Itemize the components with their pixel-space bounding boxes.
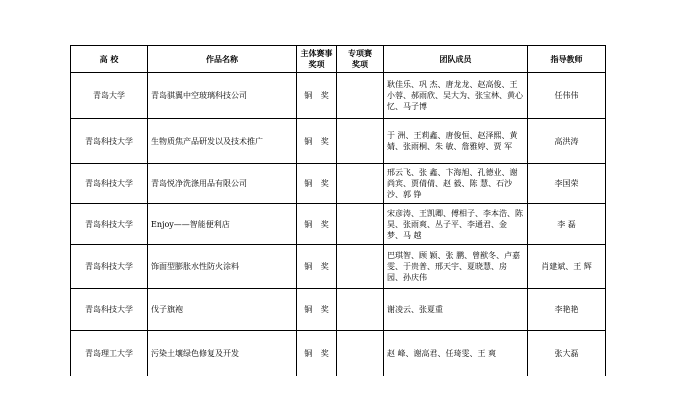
- table-row: [71, 119, 606, 164]
- cell-advisor: 高洪涛: [528, 119, 606, 164]
- cell-special-award: [337, 119, 384, 164]
- header-college: 高 校: [71, 46, 148, 73]
- cell-members: 谢凌云、张夏重: [384, 289, 528, 331]
- cell-special-award: [337, 245, 384, 289]
- cell-special-award: [337, 73, 384, 119]
- cell-members: 巴琪智、顾 颖、张 鹏、曾猷冬、卢嘉雯、于贵普、邢天宇、夏晓慧、房 园、孙庆伟: [384, 245, 528, 289]
- table-header-row: [71, 46, 606, 73]
- cell-college: 青岛理工大学: [71, 331, 148, 376]
- award-table: [70, 45, 606, 376]
- cell-main-award: 铜 奖: [297, 164, 337, 204]
- cell-advisor: 李国荣: [528, 164, 606, 204]
- cell-work: 青岛骐翼中空玻璃科技公司: [148, 73, 297, 119]
- cell-work: 饰面型膨胀水性防火涂料: [148, 245, 297, 289]
- cell-college: 青岛科技大学: [71, 204, 148, 245]
- cell-college: 青岛大学: [71, 73, 148, 119]
- cell-advisor: 李 磊: [528, 204, 606, 245]
- table-row: [71, 331, 606, 376]
- cell-work: Enjoy——智能便利店: [148, 204, 297, 245]
- cell-main-award: 铜 奖: [297, 119, 337, 164]
- header-main-award-line1: 主体赛事: [300, 48, 333, 58]
- header-members: 团队成员: [384, 46, 528, 73]
- cell-main-award: 铜 奖: [297, 245, 337, 289]
- cell-special-award: [337, 164, 384, 204]
- cell-members: 耿佳乐、巩 杰、唐龙龙、赵高俊、王小蓉、郝雨欣、吴大为、张宝林、黄心忆、马子博: [384, 73, 528, 119]
- cell-college: 青岛科技大学: [71, 289, 148, 331]
- cell-members: 赵 峰、谢高君、任琦雯、王 爽: [384, 331, 528, 376]
- header-main-award-line2: 奖项: [308, 59, 325, 69]
- cell-advisor: 肖建斌、王 辉: [528, 245, 606, 289]
- cell-college: 青岛科技大学: [71, 164, 148, 204]
- cell-work: 青岛悦净洗涤用品有限公司: [148, 164, 297, 204]
- cell-advisor: 任伟伟: [528, 73, 606, 119]
- cell-work: 污染土壤绿色修复及开发: [148, 331, 297, 376]
- header-special-award: [337, 46, 384, 73]
- table-row: [71, 245, 606, 289]
- header-special-award-line1: 专项赛: [348, 48, 372, 58]
- table-row: [71, 73, 606, 119]
- header-work: 作品名称: [148, 46, 297, 73]
- table-row: [71, 164, 606, 204]
- header-advisor: 指导教师: [528, 46, 606, 73]
- cell-members: 宋彦涛、王凯卿、傅相子、李本浩、陈 昊、张雨爽、丛子平、李通君、金 梦、马 越: [384, 204, 528, 245]
- table-row: [71, 289, 606, 331]
- cell-college: 青岛科技大学: [71, 245, 148, 289]
- cell-advisor: 张大磊: [528, 331, 606, 376]
- cell-work: 生物质焦产品研发以及技术推广: [148, 119, 297, 164]
- table-row: [71, 204, 606, 245]
- cell-members: 于 洲、王莉鑫、唐俊恒、赵泽熙、黄 婧、张雨桐、朱 敏、詹雅婷、贾 军: [384, 119, 528, 164]
- cell-advisor: 李艳艳: [528, 289, 606, 331]
- cell-work: 伐子旗袍: [148, 289, 297, 331]
- cell-special-award: [337, 204, 384, 245]
- cell-main-award: 铜 奖: [297, 289, 337, 331]
- cell-main-award: 铜 奖: [297, 73, 337, 119]
- header-main-award: [297, 46, 337, 73]
- header-special-award-line2: 奖项: [352, 59, 368, 69]
- cell-college: 青岛科技大学: [71, 119, 148, 164]
- cell-special-award: [337, 331, 384, 376]
- cell-main-award: 铜 奖: [297, 204, 337, 245]
- cell-special-award: [337, 289, 384, 331]
- cell-main-award: 铜 奖: [297, 331, 337, 376]
- cell-members: 邢云飞、张 鑫、卞海旭、孔德业、谢尚宾、贾倩倩、赵 毅、陈 慧、石沙沙、郭 铮: [384, 164, 528, 204]
